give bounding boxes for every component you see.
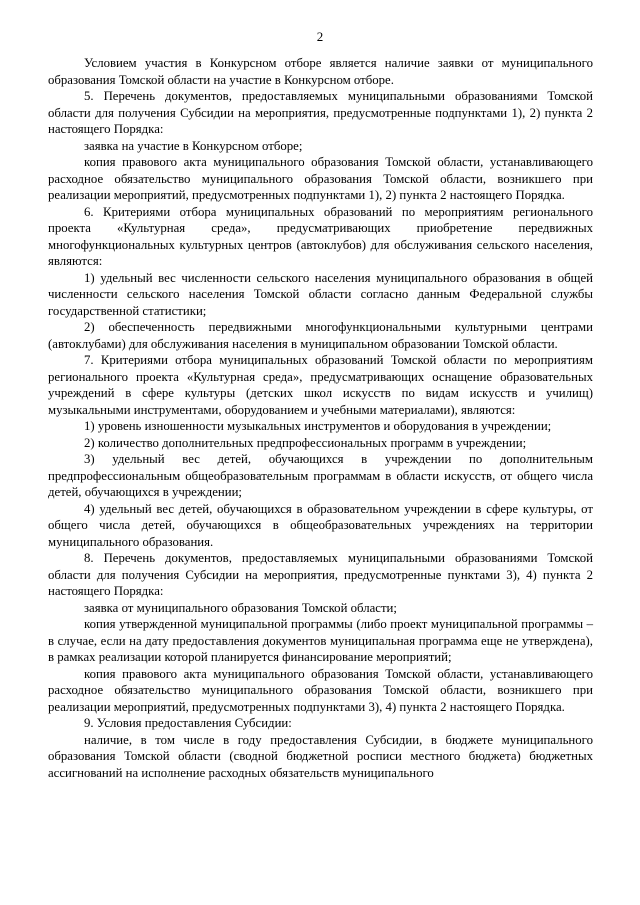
paragraph-criterion-7-1: 1) уровень изношенности музыкальных инструментов и оборудования в учреждении;	[84, 419, 552, 433]
paragraph-application: заявка на участие в Конкурсном отборе;	[84, 138, 303, 153]
document-body	[48, 55, 593, 781]
paragraph-criterion-7-4: 4) удельный вес детей, обучающихся в образовательном учреждении в сфере культуры, от общего числа детей, обучающихся в общеобразовательных учреждениях на территории муниципального образования.	[48, 501, 593, 549]
paragraph-legal-act-copy: копия правового акта муниципального образования Томской области, устанавливающего расходное обязательство муниципального образования Томской области, возникшего при реализации мероприятий, предусмотренных подпунктами 1), 2) пункта 2 настоящего Порядка.	[48, 155, 593, 202]
paragraph-criterion-7-2: 2) количество дополнительных предпрофессиональных программ в учреждении;	[84, 435, 527, 450]
paragraph-item-9: 9. Условия предоставления Субсидии:	[84, 716, 292, 730]
paragraph-item-5: 5. Перечень документов, предоставляемых муниципальными образованиями Томской области для получения Субсидии на мероприятия, предусмотренные подпунктами 1), 2) пункта 2 настоящего Порядка:	[48, 89, 593, 136]
paragraph-municipal-application: заявка от муниципального образования Томской области;	[84, 600, 397, 615]
paragraph-legal-act-copy-2: копия правового акта муниципального образования Томской области, устанавливающего расходное обязательство муниципального образования Томской области, возникшего при реализации мероприятий, предусмотренных подпунктами 3), 4) пункта 2 настоящего Порядка.	[48, 666, 593, 714]
paragraph-participation-condition: Условием участия в Конкурсном отборе является наличие заявки от муниципального образования Томской области на участие в Конкурсном отборе.	[48, 56, 593, 87]
paragraph-item-7: 7. Критериями отбора муниципальных образований Томской области по мероприятиям регионального проекта «Культурная среда», предусматривающих оснащение образовательных учреждений в сфере культуры (детских школ искусств по видам искусств и училищ) музыкальными инструментами, оборудованием и учебными материалами), являются:	[48, 353, 593, 417]
page-number: 2	[316, 29, 324, 44]
paragraph-program-copy: копия утвержденной муниципальной программы (либо проект муниципальной программы – в случае, если на дату предоставления документов муниципальная программа еще не утверждена), в рамках реализации которой планируется финансирование мероприятий;	[48, 617, 593, 664]
paragraph-criterion-6-1: 1) удельный вес численности сельского населения муниципального образования в общей численности сельского населения Томской области согласно данным Федеральной службы государственной статистики;	[48, 270, 593, 318]
paragraph-criterion-7-3: 3) удельный вес детей, обучающихся в учреждении по дополнительным предпрофессиональным общеобразовательным программам в области искусств, от общего числа детей, обучающихся в учреждении;	[48, 452, 593, 499]
paragraph-item-8: 8. Перечень документов, предоставляемых муниципальными образованиями Томской области для получения Субсидии на мероприятия, предусмотренные пунктами 3), 4) пункта 2 настоящего Порядка:	[48, 551, 593, 598]
paragraph-criterion-6-2: 2) обеспеченность передвижными многофункциональными культурными центрами (автоклубами) для обслуживания населения в муниципальном образовании Томской области.	[48, 320, 593, 351]
paragraph-item-6: 6. Критериями отбора муниципальных образований по мероприятиям регионального проекта «Культурная среда», предусматривающих приобретение передвижных многофункциональных культурных центров (автоклубов) для обслуживания сельского населения, являются:	[48, 204, 593, 268]
paragraph-budget-condition: наличие, в том числе в году предоставления Субсидии, в бюджете муниципального образования Томской области (сводной бюджетной росписи местного бюджета) бюджетных ассигнований на исполнение расходных обязательств муниципального	[48, 732, 593, 780]
